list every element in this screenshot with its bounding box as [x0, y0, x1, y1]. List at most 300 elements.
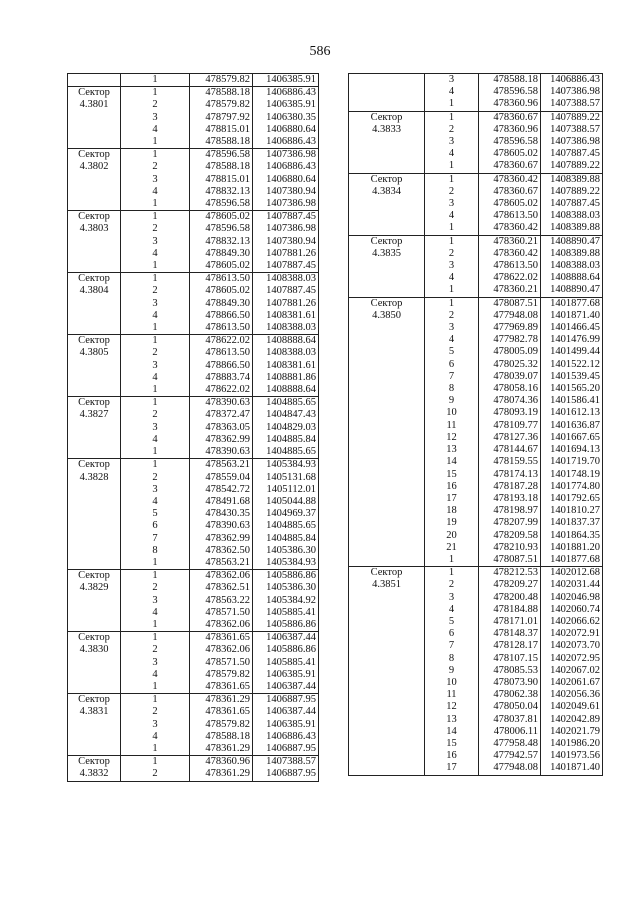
sector-id: 4.3827	[79, 409, 109, 421]
x-coordinate-cell: 478596.58	[190, 223, 253, 235]
x-coordinate-cell: 477948.08	[479, 762, 541, 775]
sector-cell	[349, 173, 425, 235]
y-coordinate-cell: 1406887.95	[253, 743, 319, 756]
point-number-cell: 1	[425, 554, 479, 567]
coordinates-table-left	[67, 73, 319, 782]
point-number-cell: 1	[121, 632, 190, 645]
x-coordinate-cell: 478579.82	[190, 719, 253, 731]
y-coordinate-cell: 1407386.98	[541, 136, 603, 148]
x-coordinate-cell: 478832.13	[190, 186, 253, 198]
point-number-cell: 9	[425, 665, 479, 677]
y-coordinate-cell: 1406887.95	[253, 694, 319, 707]
point-number-cell: 1	[425, 235, 479, 248]
point-number-cell: 10	[425, 677, 479, 689]
sector-label: Сектор	[370, 235, 403, 247]
point-number-cell: 11	[425, 689, 479, 701]
y-coordinate-cell: 1406387.44	[253, 681, 319, 694]
y-coordinate-cell: 1408388.03	[541, 210, 603, 222]
y-coordinate-cell: 1402056.36	[541, 689, 603, 701]
y-coordinate-cell: 1407887.45	[541, 198, 603, 210]
point-number-cell: 9	[425, 395, 479, 407]
sector-cell	[68, 570, 121, 632]
point-number-cell: 1	[425, 567, 479, 580]
x-coordinate-cell: 478815.01	[190, 124, 253, 136]
x-coordinate-cell: 478210.93	[479, 542, 541, 554]
x-coordinate-cell: 478596.58	[479, 86, 541, 98]
sector-id: 4.3831	[79, 706, 109, 718]
point-number-cell: 7	[121, 533, 190, 545]
point-number-cell: 3	[121, 236, 190, 248]
y-coordinate-cell: 1405886.86	[253, 570, 319, 583]
table-row	[68, 149, 319, 162]
y-coordinate-cell: 1408389.88	[541, 248, 603, 260]
point-number-cell: 13	[425, 444, 479, 456]
y-coordinate-cell: 1401973.56	[541, 750, 603, 762]
table-row	[68, 211, 319, 224]
point-number-cell: 2	[121, 99, 190, 111]
x-coordinate-cell: 478128.17	[479, 640, 541, 652]
x-coordinate-cell: 478212.53	[479, 567, 541, 580]
point-number-cell: 8	[425, 383, 479, 395]
x-coordinate-cell: 478362.06	[190, 570, 253, 583]
sector-cell	[349, 297, 425, 566]
point-number-cell: 4	[121, 248, 190, 260]
x-coordinate-cell: 478148.37	[479, 628, 541, 640]
sector-cell	[68, 74, 121, 87]
sector-id: 4.3832	[79, 768, 109, 780]
y-coordinate-cell: 1402046.98	[541, 592, 603, 604]
sector-id: 4.3802	[79, 161, 109, 173]
y-coordinate-cell: 1405384.93	[253, 459, 319, 472]
y-coordinate-cell: 1405885.41	[253, 657, 319, 669]
point-number-cell: 1	[121, 681, 190, 694]
sector-label: Сектор	[370, 173, 403, 185]
y-coordinate-cell: 1405112.01	[253, 484, 319, 496]
point-number-cell: 2	[121, 768, 190, 781]
y-coordinate-cell: 1408388.03	[253, 347, 319, 359]
point-number-cell: 4	[121, 496, 190, 508]
table-row	[68, 570, 319, 583]
point-number-cell: 20	[425, 530, 479, 542]
sector-cell	[68, 87, 121, 149]
sector-cell	[68, 756, 121, 781]
point-number-cell: 1	[121, 397, 190, 410]
table-row	[68, 87, 319, 100]
y-coordinate-cell: 1402066.62	[541, 616, 603, 628]
x-coordinate-cell: 478361.65	[190, 632, 253, 645]
point-number-cell: 6	[121, 520, 190, 532]
x-coordinate-cell: 478171.01	[479, 616, 541, 628]
y-coordinate-cell: 1401499.44	[541, 346, 603, 358]
point-number-cell: 7	[425, 371, 479, 383]
sector-label: Сектор	[78, 211, 110, 223]
point-number-cell: 4	[121, 372, 190, 384]
y-coordinate-cell: 1406886.43	[541, 74, 603, 87]
point-number-cell: 1	[425, 222, 479, 235]
point-number-cell: 14	[425, 456, 479, 468]
point-number-cell: 2	[425, 186, 479, 198]
point-number-cell: 1	[121, 335, 190, 348]
y-coordinate-cell: 1406387.44	[253, 632, 319, 645]
sector-id: 4.3803	[79, 223, 109, 235]
point-number-cell: 8	[121, 545, 190, 557]
point-number-cell: 6	[425, 359, 479, 371]
y-coordinate-cell: 1406387.44	[253, 706, 319, 718]
point-number-cell: 3	[121, 360, 190, 372]
x-coordinate-cell: 478109.77	[479, 420, 541, 432]
y-coordinate-cell: 1404829.03	[253, 422, 319, 434]
x-coordinate-cell: 478596.58	[190, 198, 253, 211]
x-coordinate-cell: 478159.55	[479, 456, 541, 468]
y-coordinate-cell: 1404885.65	[253, 397, 319, 410]
point-number-cell: 4	[425, 272, 479, 284]
y-coordinate-cell: 1408388.03	[253, 273, 319, 286]
sector-label: Сектор	[78, 335, 110, 347]
y-coordinate-cell: 1408389.88	[541, 222, 603, 235]
x-coordinate-cell: 478360.96	[479, 98, 541, 111]
x-coordinate-cell: 478815.01	[190, 174, 253, 186]
y-coordinate-cell: 1407889.22	[541, 160, 603, 173]
point-number-cell: 5	[425, 616, 479, 628]
point-number-cell: 3	[425, 592, 479, 604]
sector-label: Сектор	[78, 694, 110, 706]
y-coordinate-cell: 1401877.68	[541, 297, 603, 310]
x-coordinate-cell: 478588.18	[190, 136, 253, 149]
y-coordinate-cell: 1408888.64	[253, 335, 319, 348]
point-number-cell: 5	[121, 508, 190, 520]
x-coordinate-cell: 478174.13	[479, 469, 541, 481]
x-coordinate-cell: 478127.36	[479, 432, 541, 444]
point-number-cell: 7	[425, 640, 479, 652]
y-coordinate-cell: 1406886.43	[253, 87, 319, 100]
x-coordinate-cell: 478596.58	[190, 149, 253, 162]
y-coordinate-cell: 1401539.45	[541, 371, 603, 383]
point-number-cell: 1	[121, 260, 190, 273]
table-row	[349, 74, 603, 87]
x-coordinate-cell: 478039.07	[479, 371, 541, 383]
x-coordinate-cell: 478579.82	[190, 99, 253, 111]
x-coordinate-cell: 478491.68	[190, 496, 253, 508]
x-coordinate-cell: 478360.42	[479, 222, 541, 235]
y-coordinate-cell: 1407388.57	[253, 756, 319, 769]
y-coordinate-cell: 1402061.67	[541, 677, 603, 689]
x-coordinate-cell: 478025.32	[479, 359, 541, 371]
y-coordinate-cell: 1405131.68	[253, 472, 319, 484]
x-coordinate-cell: 478074.36	[479, 395, 541, 407]
x-coordinate-cell: 478605.02	[190, 285, 253, 297]
point-number-cell: 1	[121, 384, 190, 397]
x-coordinate-cell: 478184.88	[479, 604, 541, 616]
y-coordinate-cell: 1406886.43	[253, 136, 319, 149]
x-coordinate-cell: 478087.51	[479, 297, 541, 310]
x-coordinate-cell: 478360.42	[479, 248, 541, 260]
x-coordinate-cell: 478390.63	[190, 397, 253, 410]
y-coordinate-cell: 1404885.84	[253, 434, 319, 446]
x-coordinate-cell: 478563.22	[190, 595, 253, 607]
point-number-cell: 4	[121, 310, 190, 322]
x-coordinate-cell: 478605.02	[190, 211, 253, 224]
x-coordinate-cell: 478362.99	[190, 434, 253, 446]
sector-id: 4.3828	[79, 471, 109, 483]
sector-label: Сектор	[78, 149, 110, 161]
x-coordinate-cell: 478193.18	[479, 493, 541, 505]
y-coordinate-cell: 1401871.40	[541, 762, 603, 775]
point-number-cell: 2	[425, 124, 479, 136]
page-number: 586	[309, 44, 331, 59]
point-number-cell: 4	[425, 604, 479, 616]
point-number-cell: 2	[121, 472, 190, 484]
coordinates-table-right	[348, 73, 603, 776]
y-coordinate-cell: 1406385.91	[253, 74, 319, 87]
point-number-cell: 2	[425, 310, 479, 322]
sector-label: Сектор	[78, 273, 110, 285]
y-coordinate-cell: 1406385.91	[253, 99, 319, 111]
y-coordinate-cell: 1402042.89	[541, 714, 603, 726]
point-number-cell: 15	[425, 738, 479, 750]
y-coordinate-cell: 1407887.45	[253, 285, 319, 297]
y-coordinate-cell: 1402031.44	[541, 579, 603, 591]
y-coordinate-cell: 1401748.19	[541, 469, 603, 481]
y-coordinate-cell: 1407386.98	[253, 198, 319, 211]
table-row	[68, 397, 319, 410]
y-coordinate-cell: 1406385.91	[253, 719, 319, 731]
x-coordinate-cell: 478390.63	[190, 446, 253, 459]
y-coordinate-cell: 1405384.92	[253, 595, 319, 607]
point-number-cell: 17	[425, 493, 479, 505]
y-coordinate-cell: 1405386.30	[253, 582, 319, 594]
y-coordinate-cell: 1405886.86	[253, 644, 319, 656]
sector-label: Сектор	[78, 87, 110, 99]
y-coordinate-cell: 1408388.03	[253, 322, 319, 335]
y-coordinate-cell: 1406385.91	[253, 669, 319, 681]
point-number-cell: 2	[425, 248, 479, 260]
table-row	[349, 111, 603, 124]
sector-id: 4.3833	[372, 123, 401, 135]
point-number-cell: 1	[121, 557, 190, 570]
x-coordinate-cell: 478093.19	[479, 407, 541, 419]
point-number-cell: 3	[425, 260, 479, 272]
x-coordinate-cell: 478571.50	[190, 657, 253, 669]
x-coordinate-cell: 478209.58	[479, 530, 541, 542]
y-coordinate-cell: 1407388.57	[541, 124, 603, 136]
y-coordinate-cell: 1408881.86	[253, 372, 319, 384]
y-coordinate-cell: 1405386.30	[253, 545, 319, 557]
y-coordinate-cell: 1402012.68	[541, 567, 603, 580]
point-number-cell: 1	[121, 322, 190, 335]
y-coordinate-cell: 1408381.61	[253, 310, 319, 322]
x-coordinate-cell: 477982.78	[479, 334, 541, 346]
x-coordinate-cell: 478605.02	[190, 260, 253, 273]
table-row	[349, 235, 603, 248]
table-row	[68, 74, 319, 87]
point-number-cell: 2	[121, 347, 190, 359]
y-coordinate-cell: 1407887.45	[253, 211, 319, 224]
y-coordinate-cell: 1406887.95	[253, 768, 319, 781]
x-coordinate-cell: 478209.27	[479, 579, 541, 591]
point-number-cell: 4	[121, 731, 190, 743]
point-number-cell: 1	[121, 694, 190, 707]
x-coordinate-cell: 477969.89	[479, 322, 541, 334]
y-coordinate-cell: 1407881.26	[253, 298, 319, 310]
x-coordinate-cell: 478200.48	[479, 592, 541, 604]
y-coordinate-cell: 1402021.79	[541, 726, 603, 738]
x-coordinate-cell: 478037.81	[479, 714, 541, 726]
point-number-cell: 3	[121, 112, 190, 124]
y-coordinate-cell: 1402049.61	[541, 701, 603, 713]
sector-cell	[349, 74, 425, 112]
x-coordinate-cell: 478605.02	[479, 198, 541, 210]
x-coordinate-cell: 478563.21	[190, 459, 253, 472]
x-coordinate-cell: 478361.29	[190, 694, 253, 707]
point-number-cell: 1	[425, 98, 479, 111]
y-coordinate-cell: 1407889.22	[541, 186, 603, 198]
point-number-cell: 4	[425, 334, 479, 346]
y-coordinate-cell: 1408888.64	[253, 384, 319, 397]
table-row	[68, 632, 319, 645]
point-number-cell: 1	[425, 173, 479, 186]
point-number-cell: 1	[121, 756, 190, 769]
x-coordinate-cell: 478362.06	[190, 619, 253, 632]
y-coordinate-cell: 1405886.86	[253, 619, 319, 632]
point-number-cell: 6	[425, 628, 479, 640]
y-coordinate-cell: 1401586.41	[541, 395, 603, 407]
x-coordinate-cell: 478360.96	[190, 756, 253, 769]
point-number-cell: 3	[425, 74, 479, 87]
y-coordinate-cell: 1407386.98	[253, 149, 319, 162]
point-number-cell: 1	[121, 198, 190, 211]
y-coordinate-cell: 1401522.12	[541, 359, 603, 371]
sector-id: 4.3835	[372, 247, 401, 259]
point-number-cell: 1	[425, 297, 479, 310]
y-coordinate-cell: 1401667.65	[541, 432, 603, 444]
sector-id: 4.3801	[79, 99, 109, 111]
y-coordinate-cell: 1408381.61	[253, 360, 319, 372]
point-number-cell: 18	[425, 505, 479, 517]
y-coordinate-cell: 1407889.22	[541, 111, 603, 124]
x-coordinate-cell: 478563.21	[190, 557, 253, 570]
x-coordinate-cell: 478144.67	[479, 444, 541, 456]
y-coordinate-cell: 1401871.40	[541, 310, 603, 322]
table-row	[68, 756, 319, 769]
point-number-cell: 4	[425, 148, 479, 160]
x-coordinate-cell: 478605.02	[479, 148, 541, 160]
y-coordinate-cell: 1407386.98	[541, 86, 603, 98]
y-coordinate-cell: 1407881.26	[253, 248, 319, 260]
point-number-cell: 1	[425, 284, 479, 297]
sector-label: Сектор	[78, 459, 110, 471]
point-number-cell: 1	[121, 459, 190, 472]
point-number-cell: 3	[121, 298, 190, 310]
y-coordinate-cell: 1404885.65	[253, 520, 319, 532]
y-coordinate-cell: 1408388.03	[541, 260, 603, 272]
point-number-cell: 2	[425, 579, 479, 591]
sector-cell	[68, 149, 121, 211]
point-number-cell: 4	[121, 186, 190, 198]
sector-label: Сектор	[370, 297, 403, 309]
x-coordinate-cell: 478866.50	[190, 360, 253, 372]
x-coordinate-cell: 478361.65	[190, 706, 253, 718]
x-coordinate-cell: 478198.97	[479, 505, 541, 517]
point-number-cell: 5	[425, 346, 479, 358]
y-coordinate-cell: 1402072.95	[541, 653, 603, 665]
y-coordinate-cell: 1401565.20	[541, 383, 603, 395]
x-coordinate-cell: 478622.02	[479, 272, 541, 284]
point-number-cell: 1	[121, 619, 190, 632]
point-number-cell: 4	[425, 210, 479, 222]
y-coordinate-cell: 1401636.87	[541, 420, 603, 432]
table-row	[68, 459, 319, 472]
y-coordinate-cell: 1406880.64	[253, 174, 319, 186]
table-row	[68, 335, 319, 348]
x-coordinate-cell: 478058.16	[479, 383, 541, 395]
x-coordinate-cell: 478362.50	[190, 545, 253, 557]
y-coordinate-cell: 1402060.74	[541, 604, 603, 616]
point-number-cell: 1	[121, 136, 190, 149]
sector-cell	[68, 459, 121, 570]
x-coordinate-cell: 478362.51	[190, 582, 253, 594]
sector-cell	[349, 235, 425, 297]
table-row	[349, 173, 603, 186]
x-coordinate-cell: 478588.18	[479, 74, 541, 87]
y-coordinate-cell: 1405044.88	[253, 496, 319, 508]
y-coordinate-cell: 1407887.45	[253, 260, 319, 273]
x-coordinate-cell: 478613.50	[190, 273, 253, 286]
point-number-cell: 2	[121, 706, 190, 718]
y-coordinate-cell: 1401774.80	[541, 481, 603, 493]
sector-id: 4.3850	[372, 309, 401, 321]
x-coordinate-cell: 478866.50	[190, 310, 253, 322]
x-coordinate-cell: 478187.28	[479, 481, 541, 493]
y-coordinate-cell: 1407380.94	[253, 186, 319, 198]
y-coordinate-cell: 1404885.65	[253, 446, 319, 459]
sector-cell	[68, 273, 121, 335]
point-number-cell: 1	[121, 149, 190, 162]
x-coordinate-cell: 478005.09	[479, 346, 541, 358]
point-number-cell: 16	[425, 750, 479, 762]
sector-id: 4.3804	[79, 285, 109, 297]
x-coordinate-cell: 478579.82	[190, 669, 253, 681]
point-number-cell: 3	[121, 422, 190, 434]
sector-label: Сектор	[370, 567, 403, 579]
point-number-cell: 1	[121, 74, 190, 87]
y-coordinate-cell: 1407887.45	[541, 148, 603, 160]
point-number-cell: 2	[121, 644, 190, 656]
x-coordinate-cell: 478613.50	[190, 322, 253, 335]
x-coordinate-cell: 478797.92	[190, 112, 253, 124]
y-coordinate-cell: 1406380.35	[253, 112, 319, 124]
x-coordinate-cell: 478430.35	[190, 508, 253, 520]
y-coordinate-cell: 1401881.20	[541, 542, 603, 554]
point-number-cell: 4	[121, 434, 190, 446]
point-number-cell: 10	[425, 407, 479, 419]
point-number-cell: 11	[425, 420, 479, 432]
sector-cell	[349, 567, 425, 775]
x-coordinate-cell: 478579.82	[190, 74, 253, 87]
y-coordinate-cell: 1407386.98	[253, 223, 319, 235]
point-number-cell: 2	[121, 223, 190, 235]
x-coordinate-cell: 478361.65	[190, 681, 253, 694]
sector-label: Сектор	[78, 397, 110, 409]
x-coordinate-cell: 478849.30	[190, 298, 253, 310]
point-number-cell: 2	[121, 582, 190, 594]
sector-label: Сектор	[78, 632, 110, 644]
x-coordinate-cell: 478087.51	[479, 554, 541, 567]
point-number-cell: 1	[121, 743, 190, 756]
point-number-cell: 1	[121, 211, 190, 224]
point-number-cell: 19	[425, 517, 479, 529]
y-coordinate-cell: 1407380.94	[253, 236, 319, 248]
y-coordinate-cell: 1404847.43	[253, 409, 319, 421]
